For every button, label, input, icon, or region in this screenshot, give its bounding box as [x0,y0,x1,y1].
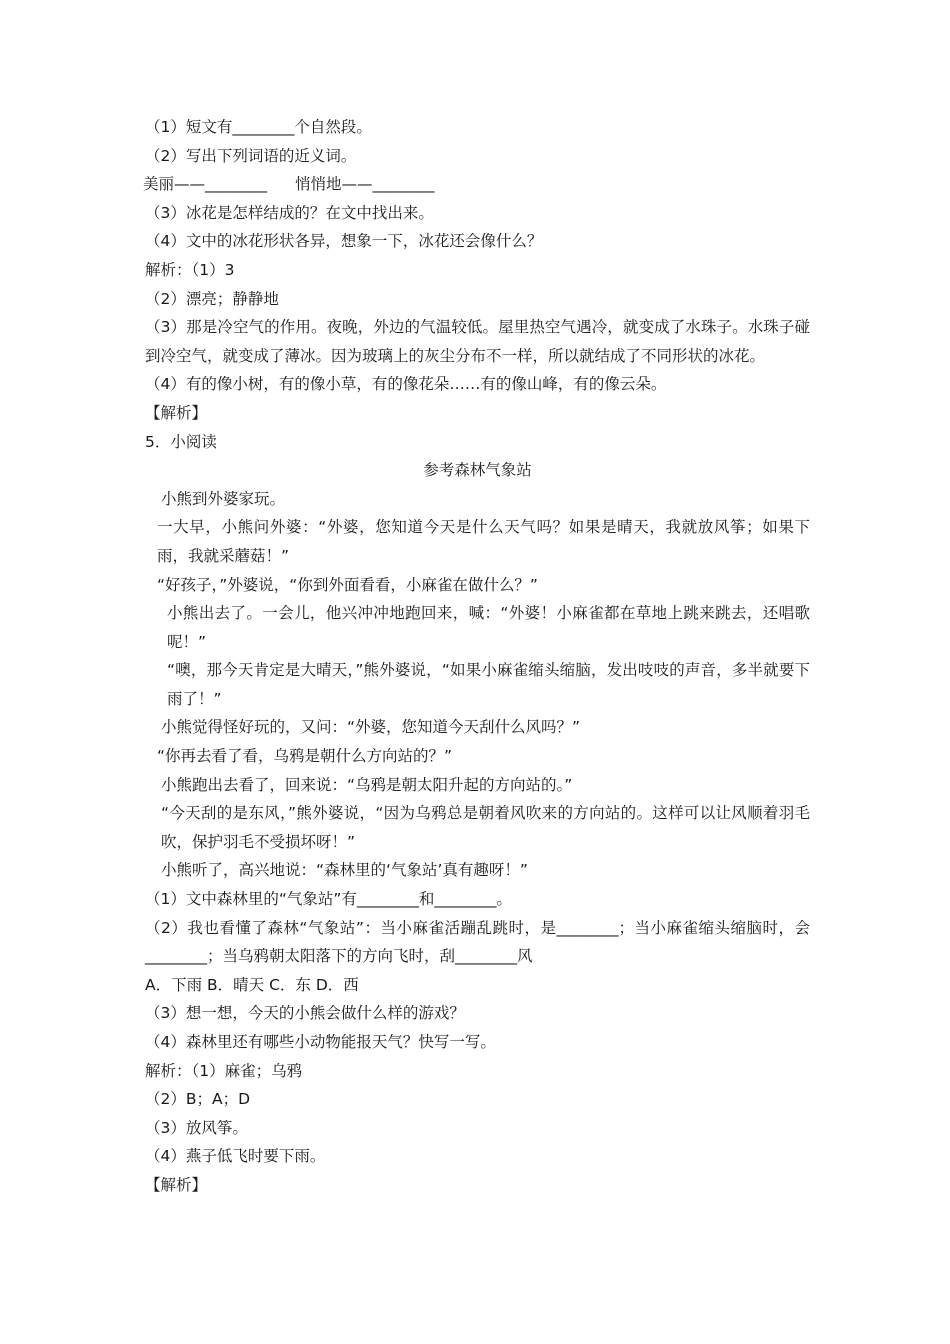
q5-answer-3: （3）放风筝。 [145,1118,248,1137]
q4-answer-2: （2）漂亮；静静地 [145,289,279,308]
q4-answer-1: 解析：（1）3 [145,260,235,279]
passage-paragraph: 小熊到外婆家玩。 [161,489,286,508]
q5-heading: 5．小阅读 [145,432,217,451]
q4-sub3: （3）冰花是怎样结成的？在文中找出来。 [145,203,434,222]
q5-answer-2: （2）B；A；D [145,1090,251,1109]
q4-synonyms [143,170,810,199]
q4-sub4: （4）文中的冰花形状各异，想象一下，冰花还会像什么？ [145,232,543,251]
q5-analysis-tag: 【解析】 [145,1175,208,1194]
q4-sub1: （1）短文有________个自然段。 [145,118,372,136]
passage-title: 参考森林气象站 [423,461,532,480]
q5-options: A．下雨 B．晴天 C．东 D．西 [145,975,359,994]
q4-answer-3: （3）那是冷空气的作用。夜晚，外边的气温较低。屋里热空气遇冷，就变成了水珠子。水珠子碰到冷空气，就变成了薄冰。因为玻璃上的灰尘分布不一样，所以就结成了不同形状的冰花。 [145,318,810,365]
synonym-a: 美丽——________ [143,175,268,194]
q4-analysis-tag: 【解析】 [145,403,208,422]
q5-sub1: （1）文中森林里的“气象站”有________和________。 [145,890,512,909]
passage-paragraph: “好孩子，”外婆说，“你到外面看看，小麻雀在做什么？” [157,575,538,594]
q4-answer-4: （4）有的像小树，有的像小草，有的像花朵……有的像山峰，有的像云朵。 [145,375,667,394]
passage-paragraph: “你再去看了看，乌鸦是朝什么方向站的？” [157,747,453,766]
passage-paragraph: 小熊跑出去看了，回来说：“乌鸦是朝太阳升起的方向站的。” [161,775,573,794]
q5-answer-4: （4）燕子低飞时要下雨。 [145,1147,326,1166]
passage-paragraph: “今天刮的是东风，”熊外婆说，“因为乌鸦总是朝着风吹来的方向站的。这样可以让风顺着羽毛吹，保护羽毛不受损坏呀！” [161,804,810,851]
passage-paragraph: 小熊听了，高兴地说：“森林里的‘气象站’真有趣呀！” [161,861,528,880]
q4-sub2: （2）写出下列词语的近义词。 [145,146,357,165]
q5-sub2: （2）我也看懂了森林“气象站”：当小麻雀活蹦乱跳时，是________；当小麻雀缩头缩脑时，会________；当乌鸦朝太阳落下的方向飞时，刮________风 [145,918,810,966]
synonym-b: 悄悄地——________ [295,175,435,194]
passage-paragraph: 小熊觉得怪好玩的，又问：“外婆，您知道今天刮什么风吗？” [161,718,581,737]
q5-sub4: （4）森林里还有哪些小动物能报天气？快写一写。 [145,1033,496,1051]
q5-sub3: （3）想一想，今天的小熊会做什么样的游戏？ [145,1004,465,1023]
q5-answer-1: 解析：（1）麻雀；乌鸦 [145,1061,303,1080]
passage-paragraph: 小熊出去了。一会儿，他兴冲冲地跑回来，喊：“外婆！小麻雀都在草地上跳来跳去，还唱歌呢！” [167,604,810,651]
passage-paragraph: “噢，那今天肯定是大晴天，”熊外婆说，“如果小麻雀缩头缩脑，发出吱吱的声音，多半就要下雨了！” [167,661,810,708]
page-content [145,113,810,1200]
passage-paragraph: 一大早，小熊问外婆：“外婆，您知道今天是什么天气吗？如果是晴天，我就放风筝；如果下雨，我就采蘑菇！” [157,518,810,565]
